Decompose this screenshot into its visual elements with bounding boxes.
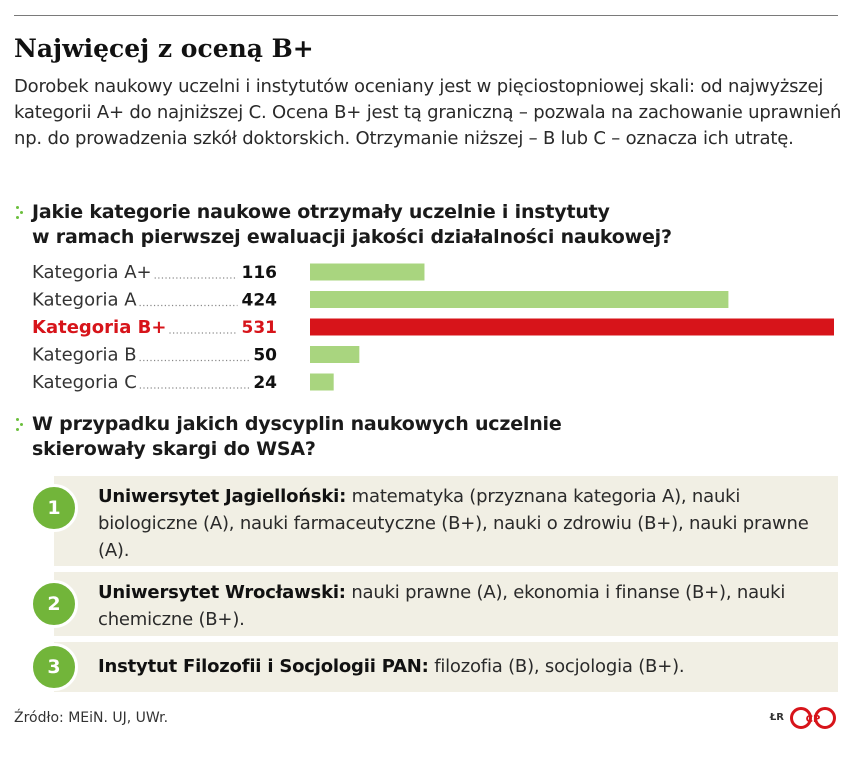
complaint-disciplines: filozofia (B), socjologia (B+). bbox=[428, 656, 685, 677]
complaint-disciplines: nauki prawne (A), ekonomia i finanse (B+), nauki chemiczne (B+). bbox=[98, 582, 786, 630]
complaint-card-ifis-pan bbox=[54, 642, 838, 692]
question-marker-icon bbox=[16, 206, 26, 220]
page-title: Najwięcej z oceną B+ bbox=[14, 34, 314, 63]
complaint-card-uj bbox=[54, 476, 838, 566]
category-bar-chart bbox=[0, 258, 844, 400]
intro-text: Dorobek naukowy uczelni i instytutów oceniany jest w pięciostopniowej skali: od najwyższej kategorii A+ do najniższej C. Ocena B+ jest tą graniczną – pozwala na zachowanie uprawnień np. do prowadzenia szkół doktorskich. Otrzymanie niższej – B lub C – oznacza ich utratę. bbox=[14, 76, 842, 149]
complaint-institution: Uniwersytet Wrocławski: bbox=[98, 582, 346, 603]
question-1 bbox=[32, 200, 672, 250]
category-label: Kategoria A+ bbox=[32, 262, 152, 283]
badge-number: 1 bbox=[30, 484, 78, 532]
complaint-institution: Uniwersytet Jagielloński: bbox=[98, 486, 347, 507]
category-label: Kategoria B bbox=[32, 344, 137, 366]
value-label: 24 bbox=[253, 373, 277, 393]
category-label: Kategoria C bbox=[32, 372, 137, 393]
bar bbox=[310, 291, 728, 308]
bar bbox=[310, 319, 834, 336]
category-label: Kategoria B+ bbox=[32, 317, 167, 338]
bar bbox=[310, 264, 424, 281]
author-credit: ŁR bbox=[769, 712, 784, 723]
bar bbox=[310, 346, 359, 363]
value-label: 531 bbox=[241, 318, 277, 338]
source-note: Źródło: MEiN. UJ, UWr. bbox=[14, 710, 169, 726]
complaint-card-uwr bbox=[54, 572, 838, 636]
value-label: 116 bbox=[241, 263, 277, 283]
badge-number: 2 bbox=[30, 580, 78, 628]
question-marker-icon bbox=[16, 418, 26, 432]
question-2 bbox=[32, 412, 562, 462]
bar bbox=[310, 374, 334, 391]
question-2-line-2: skierowały skargi do WSA? bbox=[32, 438, 316, 460]
value-label: 424 bbox=[241, 290, 277, 311]
complaint-institution: Instytut Filozofii i Socjologii PAN: bbox=[98, 656, 429, 677]
publisher-logo bbox=[790, 707, 838, 729]
value-label: 50 bbox=[253, 345, 277, 366]
complaint-disciplines: matematyka (przyznana kategoria A), nauki biologiczne (A), nauki farmaceutyczne (B+), nauki o zdrowiu (B+), nauki prawne (A). bbox=[98, 486, 809, 561]
badge-number: 3 bbox=[30, 643, 78, 691]
question-1-line-2: w ramach pierwszej ewaluacji jakości działalności naukowej? bbox=[32, 226, 672, 248]
question-2-line-1: W przypadku jakich dyscyplin naukowych uczelnie bbox=[32, 413, 562, 435]
logo-text: CP bbox=[805, 714, 821, 725]
top-rule bbox=[14, 15, 838, 16]
question-1-line-1: Jakie kategorie naukowe otrzymały uczelnie i instytuty bbox=[32, 201, 610, 223]
category-label: Kategoria A bbox=[32, 289, 137, 311]
